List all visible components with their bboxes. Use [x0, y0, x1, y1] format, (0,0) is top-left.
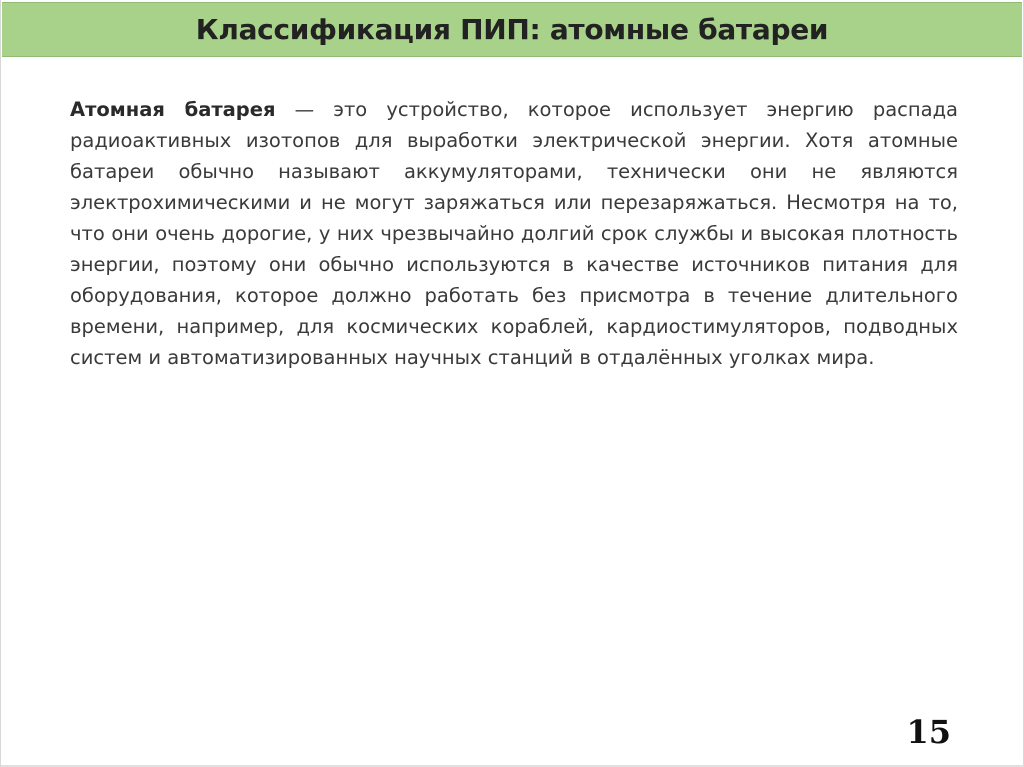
- slide-title: Классификация ПИП: атомные батареи: [195, 13, 829, 46]
- body-paragraph: [70, 94, 958, 373]
- lead-term: Атомная батарея: [70, 98, 276, 121]
- page-number: 15: [906, 713, 951, 751]
- paragraph-text: — это устройство, которое использует энергию распада радиоактивных изотопов для выработки электрической энергии. Хотя атомные батареи обычно называют аккумуляторами, технически они не являются электрохимическими и не могут заряжаться или перезаряжаться. Несмотря на то, что они очень дорогие, у них чрезвычайно долгий срок службы и высокая плотность энергии, поэтому они обычно используются в качестве источников питания для оборудования, которое должно работать без присмотра в течение длительного времени, например, для космических кораблей, кардиостимуляторов, подводных систем и автоматизированных научных станций в отдалённых уголках мира.: [70, 98, 958, 369]
- title-bar: [2, 2, 1022, 57]
